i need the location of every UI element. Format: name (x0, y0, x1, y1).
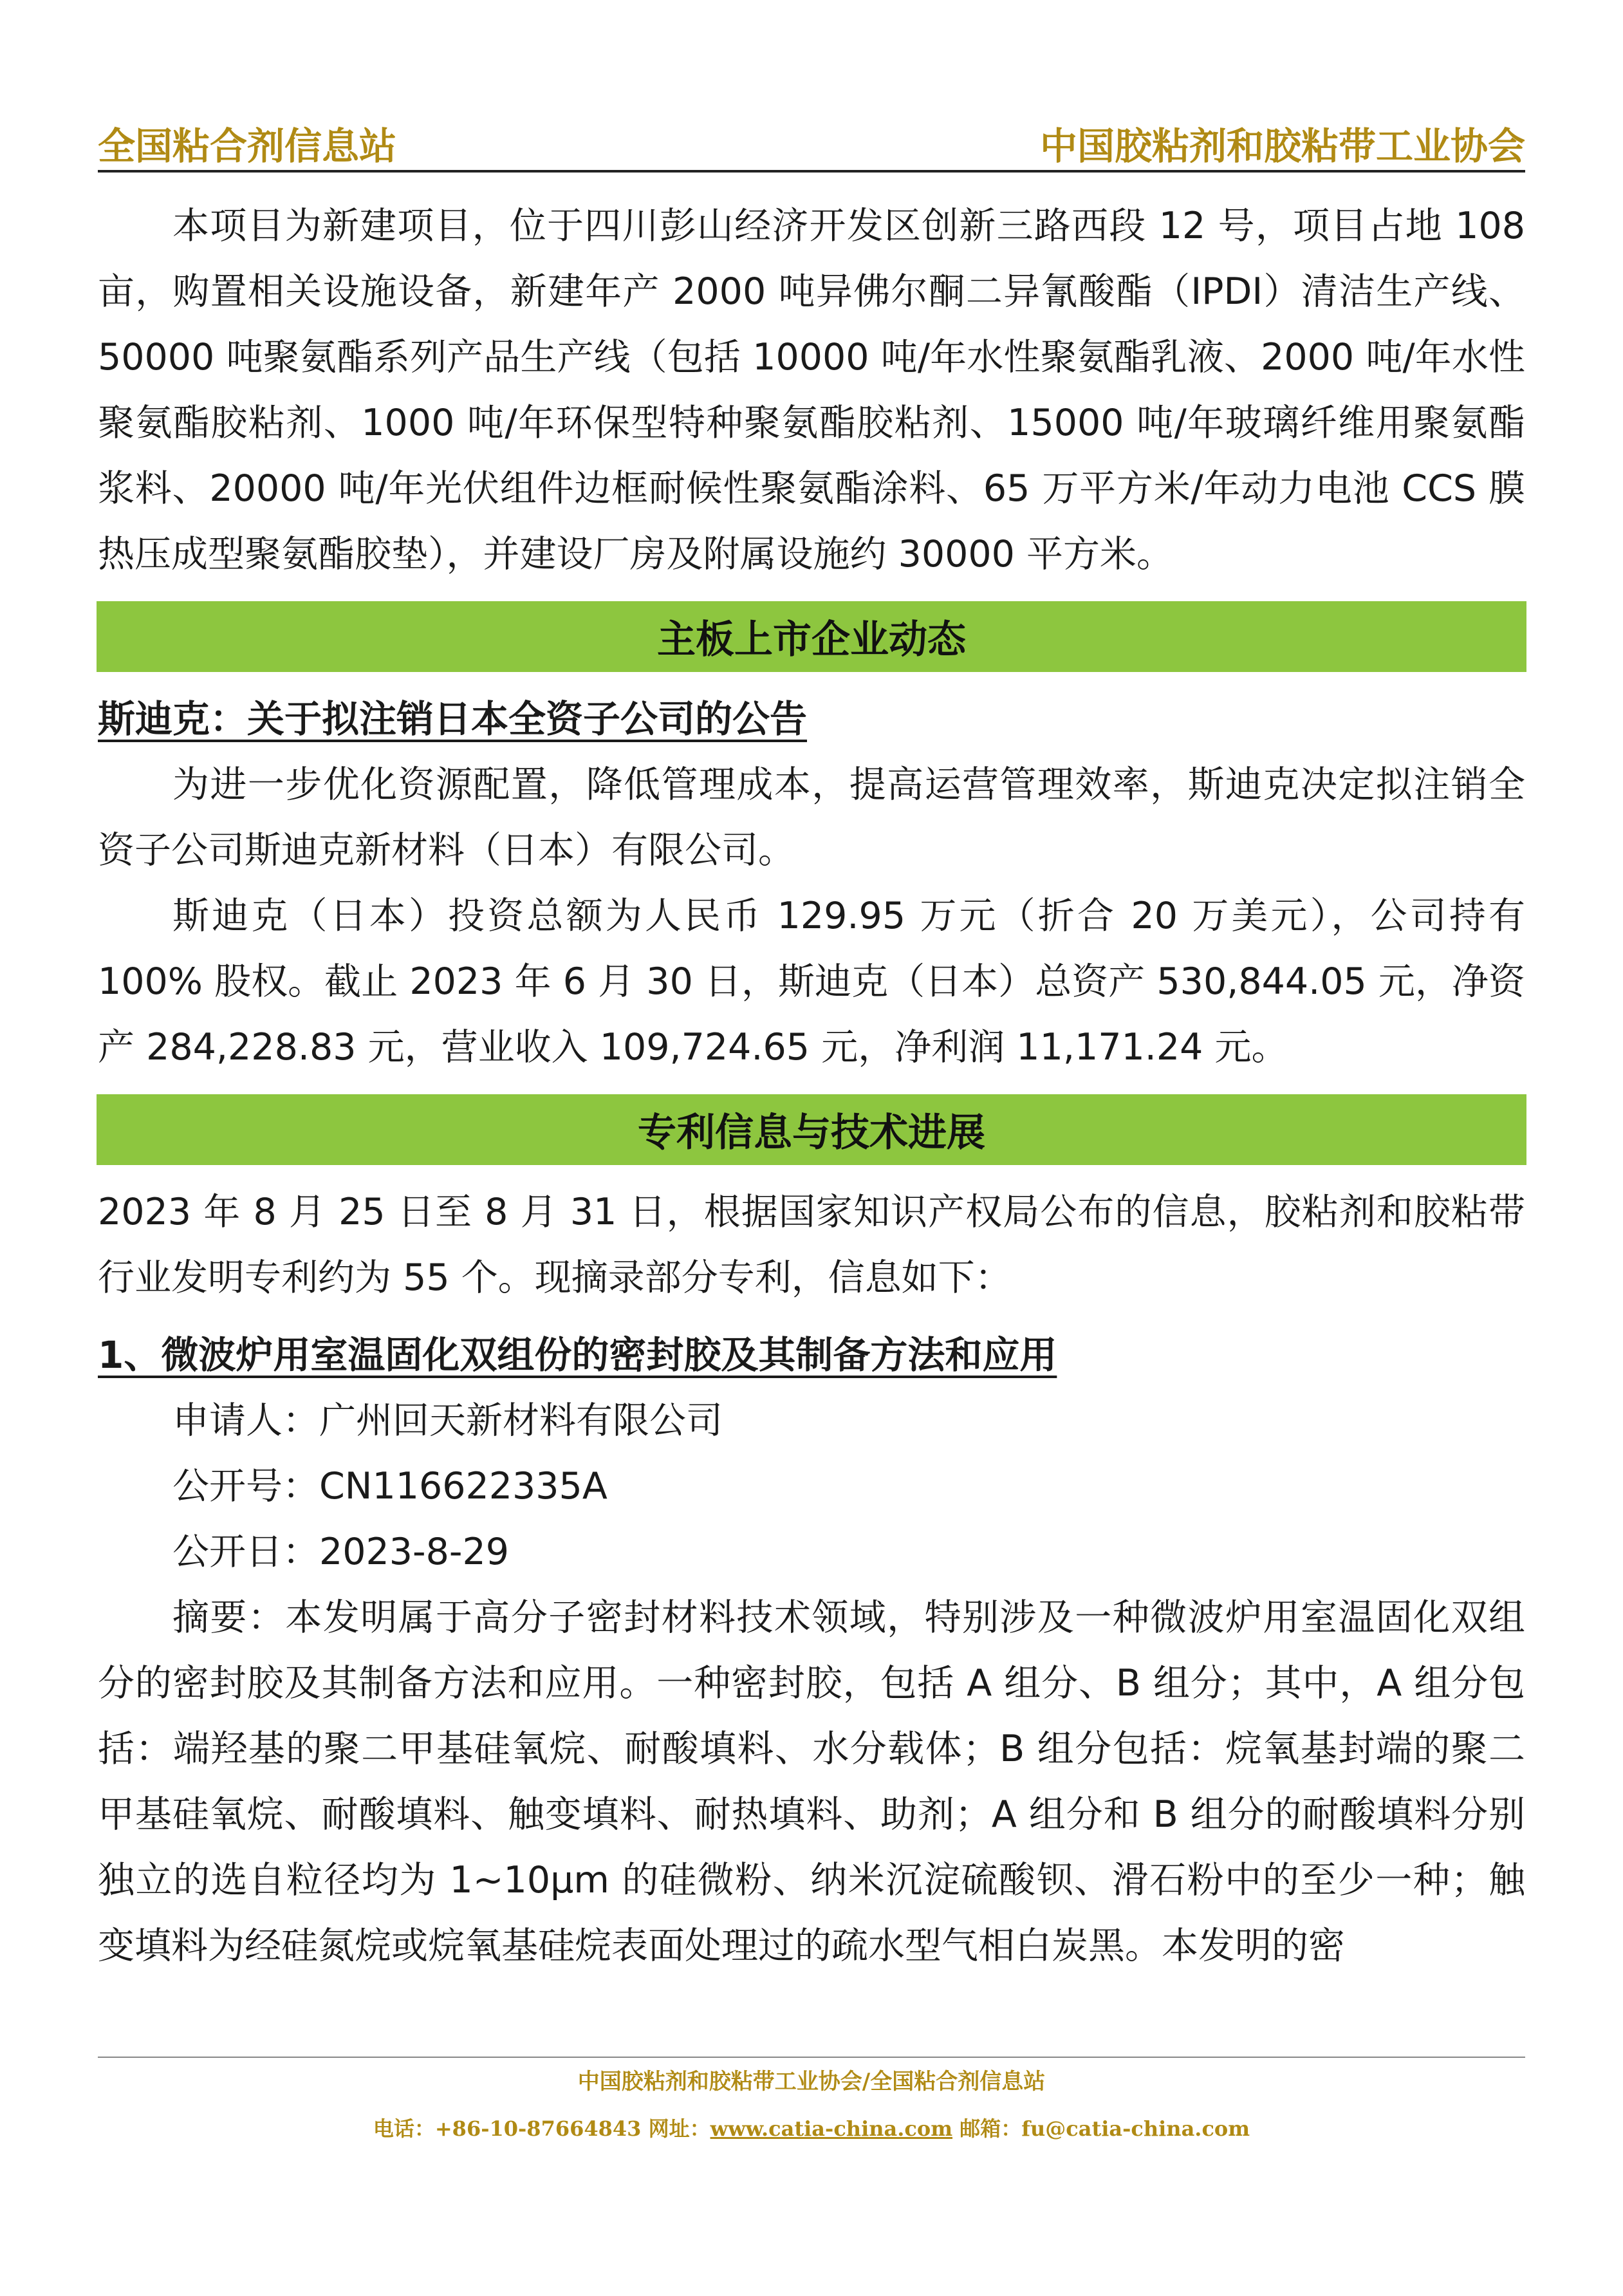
footer-phone: 电话：+86-10-87664843 网址： (373, 2116, 710, 2141)
header-divider (98, 170, 1525, 173)
patent-intro: 2023 年 8 月 25 日至 8 月 31 日，根据国家知识产权局公布的信息，胶粘剂和胶粘带行业发明专利约为 55 个。现摘录部分专利，信息如下： (98, 1191, 1525, 1299)
patent-applicant: 申请人：广州回天新材料有限公司 (172, 1399, 723, 1442)
header-left-title: 全国粘合剂信息站 (98, 124, 397, 168)
patent-title: 1、微波炉用室温固化双组份的密封胶及其制备方法和应用 (98, 1333, 1057, 1377)
footer-contact (0, 2113, 1623, 2142)
footer-website-link[interactable]: www.catia-china.com (710, 2116, 953, 2141)
news-paragraph-2: 斯迪克（日本）投资总额为人民币 129.95 万元（折合 20 万美元），公司持有 100% 股权。截止 2023 年 6 月 30 日，斯迪克（日本）总资产 530,844.05 元，净资产 284,228.83 元，营业收入 109,724.65 元，净利润 11,171.24 元。 (98, 895, 1525, 1069)
footer-organization: 中国胶粘剂和胶粘带工业协会/全国粘合剂信息站 (577, 2069, 1046, 2095)
news-title: 斯迪克：关于拟注销日本全资子公司的公告 (98, 697, 808, 741)
footer-divider (98, 2057, 1525, 2058)
intro-paragraph: 本项目为新建项目，位于四川彭山经济开发区创新三路西段 12 号，项目占地 108 亩，购置相关设施设备，新建年产 2000 吨异佛尔酮二异氰酸酯（IPDI）清洁生产线、50000 吨聚氨酯系列产品生产线（包括 10000 吨/年水性聚氨酯乳液、2000 吨/年水性聚氨酯胶粘剂、1000 吨/年环保型特种聚氨酯胶粘剂、15000 吨/年玻璃纤维用聚氨酯浆料、20000 吨/年光伏组件边框耐候性聚氨酯涂料、65 万平方米/年动力电池 CCS 膜热压成型聚氨酯胶垫），并建设厂房及附属设施约 30000 平方米。 (98, 205, 1525, 575)
header-right-title: 中国胶粘剂和胶粘带工业协会 (1039, 124, 1525, 168)
patent-publication-number: 公开号：CN116622335A (172, 1465, 607, 1507)
patent-publication-date: 公开日：2023-8-29 (172, 1531, 509, 1573)
news-paragraph-1: 为进一步优化资源配置，降低管理成本，提高运营管理效率，斯迪克决定拟注销全资子公司斯迪克新材料（日本）有限公司。 (98, 763, 1525, 872)
section-band-patents: 专利信息与技术进展 (97, 1094, 1526, 1165)
page-content (98, 193, 1525, 1979)
footer-email: 邮箱：fu@catia-china.com (952, 2116, 1250, 2141)
patent-abstract: 摘要：本发明属于高分子密封材料技术领域，特别涉及一种微波炉用室温固化双组分的密封胶及其制备方法和应用。一种密封胶，包括 A 组分、B 组分；其中，A 组分包括：端羟基的聚二甲基硅氧烷、耐酸填料、水分载体；B 组分包括：烷氧基封端的聚二甲基硅氧烷、耐酸填料、触变填料、耐热填料、助剂；A 组分和 B 组分的耐酸填料分别独立的选自粒径均为 1~10μm 的硅微粉、纳米沉淀硫酸钡、滑石粉中的至少一种；触变填料为经硅氮烷或烷氧基硅烷表面处理过的疏水型气相白炭黑。本发明的密 (98, 1596, 1525, 1967)
section-band-listed-companies: 主板上市企业动态 (97, 601, 1526, 672)
